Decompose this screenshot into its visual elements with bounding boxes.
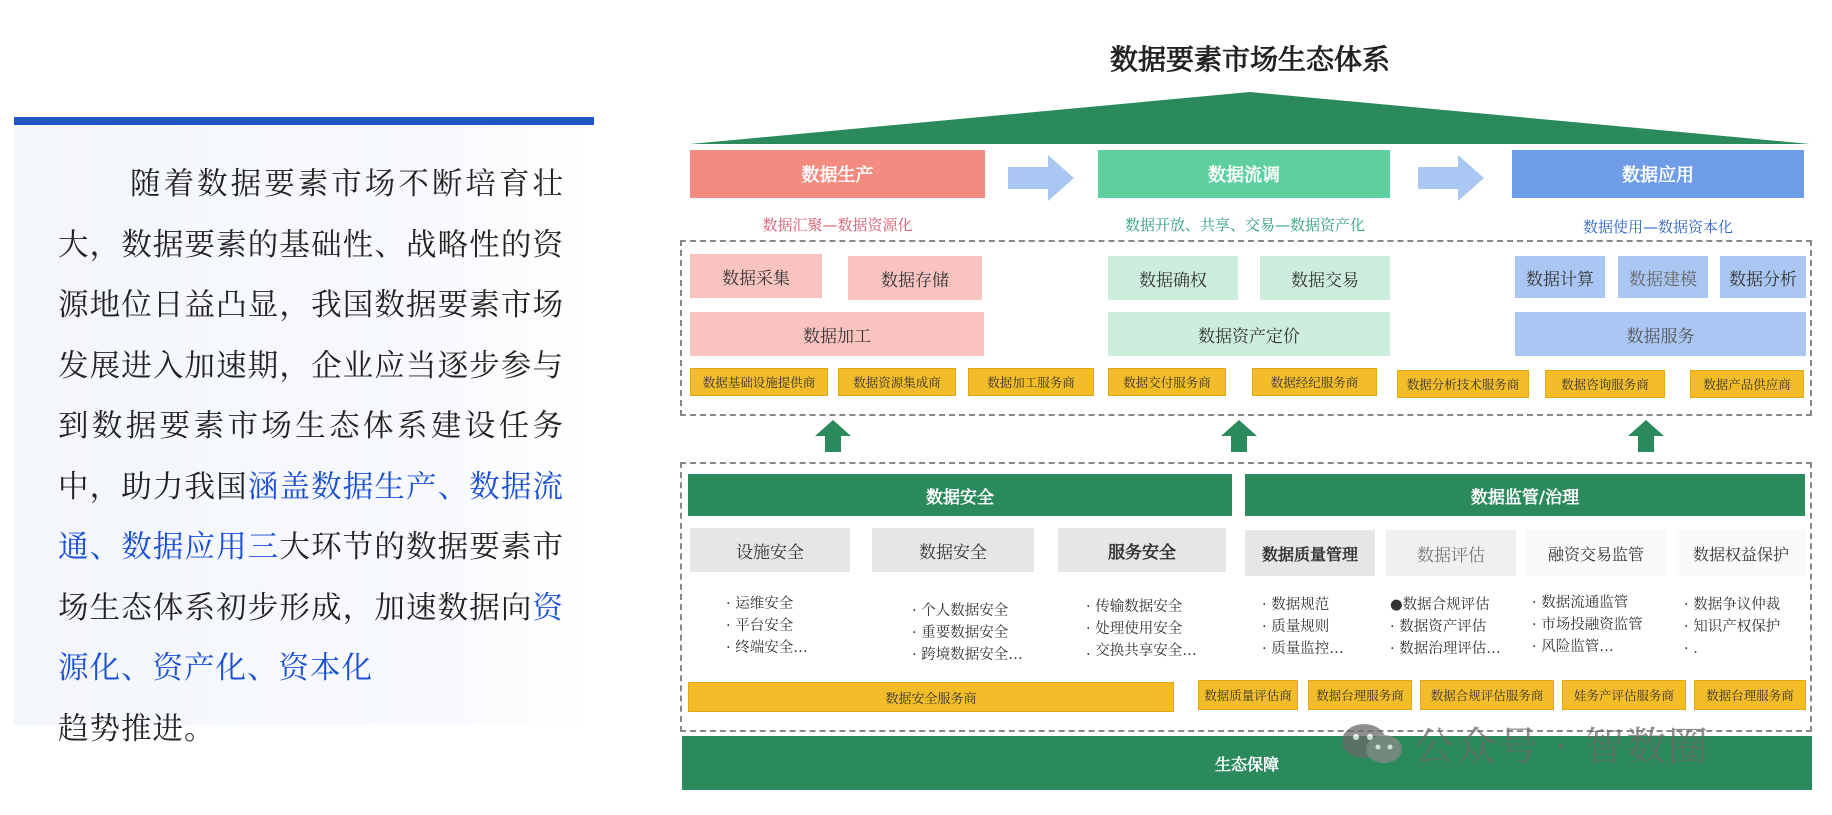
governance-col-items bbox=[1262, 594, 1344, 660]
watermark-text: 公众号 · 智数圈 bbox=[1414, 724, 1711, 770]
list-item: · 质量监控… bbox=[1262, 641, 1344, 657]
list-item: · 终端安全… bbox=[726, 640, 808, 656]
up-arrow-icon bbox=[815, 420, 851, 452]
security-col-title: 数据安全 bbox=[872, 528, 1034, 572]
provider-tag: 数据质量评估商 bbox=[1198, 680, 1298, 710]
governance-col-title: 数据权益保护 bbox=[1676, 530, 1806, 576]
list-item: · 数据规范 bbox=[1262, 597, 1330, 613]
box-data-compute: 数据计算 bbox=[1515, 256, 1605, 298]
intro-paragraph bbox=[58, 155, 564, 760]
provider-tag: 数据咨询服务商 bbox=[1545, 370, 1665, 398]
list-item: · 数据资产评估 bbox=[1390, 619, 1487, 635]
box-data-process: 数据加工 bbox=[690, 312, 984, 356]
box-data-collect: 数据采集 bbox=[690, 254, 822, 298]
para-highlight-2: 资源化、资产化、资本化 bbox=[58, 590, 564, 686]
provider-tag: 数据合规评估服务商 bbox=[1420, 680, 1554, 710]
security-col-items bbox=[726, 593, 808, 659]
list-item: · 数据治理评估… bbox=[1390, 641, 1501, 657]
up-arrow-icon bbox=[1221, 420, 1257, 452]
provider-tag: 数据加工服务商 bbox=[968, 368, 1094, 396]
governance-col-items bbox=[1684, 594, 1780, 660]
stage-circulation-header: 数据流调 bbox=[1098, 150, 1390, 198]
roof-triangle bbox=[690, 92, 1810, 144]
list-item: · 重要数据安全 bbox=[912, 625, 1009, 641]
provider-tag: 数据经纪服务商 bbox=[1252, 368, 1377, 396]
box-data-model: 数据建模 bbox=[1618, 256, 1708, 298]
list-item: · 数据争议仲裁 bbox=[1684, 597, 1781, 613]
provider-tag: 数据台理服务商 bbox=[1308, 680, 1412, 710]
box-data-store: 数据存储 bbox=[848, 256, 982, 300]
stage-application-header: 数据应用 bbox=[1512, 150, 1804, 198]
box-data-analyze: 数据分析 bbox=[1720, 256, 1806, 298]
provider-tag: 数据分析技术服务商 bbox=[1397, 370, 1529, 398]
right-arrow-icon bbox=[1418, 155, 1484, 201]
governance-col-title: 数据质量管理 bbox=[1245, 530, 1375, 576]
provider-tag: 娃务产评估服务商 bbox=[1562, 680, 1686, 710]
governance-col-items bbox=[1390, 594, 1501, 660]
para-highlight-1: 涵盖数据生产、数据流通、数据应用三 bbox=[58, 469, 565, 565]
provider-tag: 数据基础设施提供商 bbox=[690, 368, 828, 396]
governance-col-title: 融资交易监管 bbox=[1526, 530, 1666, 576]
list-item: · . bbox=[1684, 641, 1698, 657]
provider-tag: 数据台理服务商 bbox=[1694, 680, 1806, 710]
list-item: ●数据合规评估 bbox=[1390, 597, 1490, 613]
security-col-title: 设施安全 bbox=[690, 528, 850, 572]
list-item: · 传输数据安全 bbox=[1086, 599, 1183, 615]
stage-application-sub: 数据使用—数据资本化 bbox=[1582, 218, 1733, 236]
security-col-title: 服务安全 bbox=[1058, 528, 1226, 572]
list-item: · 运维安全 bbox=[726, 596, 794, 612]
governance-col-title: 数据评估 bbox=[1386, 530, 1516, 576]
stage-circulation-sub: 数据开放、共享、交易—数据资产化 bbox=[1124, 216, 1365, 234]
security-header: 数据安全 bbox=[688, 474, 1232, 516]
governance-header: 数据监管/治理 bbox=[1245, 474, 1805, 516]
stage-production-header: 数据生产 bbox=[690, 150, 985, 198]
list-item: · 跨境数据安全… bbox=[912, 647, 1023, 663]
governance-col-items bbox=[1532, 592, 1643, 658]
provider-tag: 数据资源集成商 bbox=[838, 368, 956, 396]
list-item: · 处理使用安全 bbox=[1086, 621, 1183, 637]
box-data-service: 数据服务 bbox=[1515, 312, 1806, 356]
list-item: · 知识产权保护 bbox=[1684, 619, 1781, 635]
right-arrow-icon bbox=[1008, 155, 1074, 201]
watermark bbox=[1340, 715, 1710, 772]
wechat-icon bbox=[1340, 721, 1404, 767]
list-item: · 个人数据安全 bbox=[912, 603, 1009, 619]
panel-top-bar bbox=[14, 117, 594, 125]
para-text-2: 大环节的数据要素市场生态体系初步形成，加速数据向 bbox=[58, 530, 565, 626]
list-item: · 数据流通监管 bbox=[1532, 595, 1629, 611]
box-data-confirm: 数据确权 bbox=[1108, 256, 1238, 300]
up-arrow-icon bbox=[1628, 420, 1664, 452]
ecosystem-support-bar: 生态保障 bbox=[682, 736, 1812, 790]
box-data-pricing: 数据资产定价 bbox=[1108, 312, 1390, 356]
list-item: . 交换共享安全… bbox=[1086, 643, 1197, 659]
para-text-3: 趋势推进。 bbox=[58, 711, 216, 747]
security-col-items bbox=[912, 600, 1023, 666]
list-item: · 风险监管… bbox=[1532, 639, 1614, 655]
list-item: · 质量规则 bbox=[1262, 619, 1330, 635]
para-text-1: 随着数据要素市场不断培育壮大，数据要素的基础性、战略性的资源地位日益凸显，我国数据要素市场发展进入加速期，企业应当逐步参与到数据要素市场生态体系建设任务中，助力我国 bbox=[58, 167, 564, 505]
list-item: · 市场投融资监管 bbox=[1532, 617, 1643, 633]
provider-tag: 数据安全服务商 bbox=[688, 682, 1174, 712]
diagram-title: 数据要素市场生态体系 bbox=[1109, 43, 1390, 76]
stage-production-sub: 数据汇聚—数据资源化 bbox=[762, 216, 913, 234]
list-item: · 平台安全 bbox=[726, 618, 794, 634]
security-col-items bbox=[1086, 596, 1197, 662]
provider-tag: 数据产品供应商 bbox=[1690, 370, 1804, 398]
box-data-trade: 数据交易 bbox=[1260, 256, 1390, 300]
provider-tag: 数据交付服务商 bbox=[1108, 368, 1226, 396]
